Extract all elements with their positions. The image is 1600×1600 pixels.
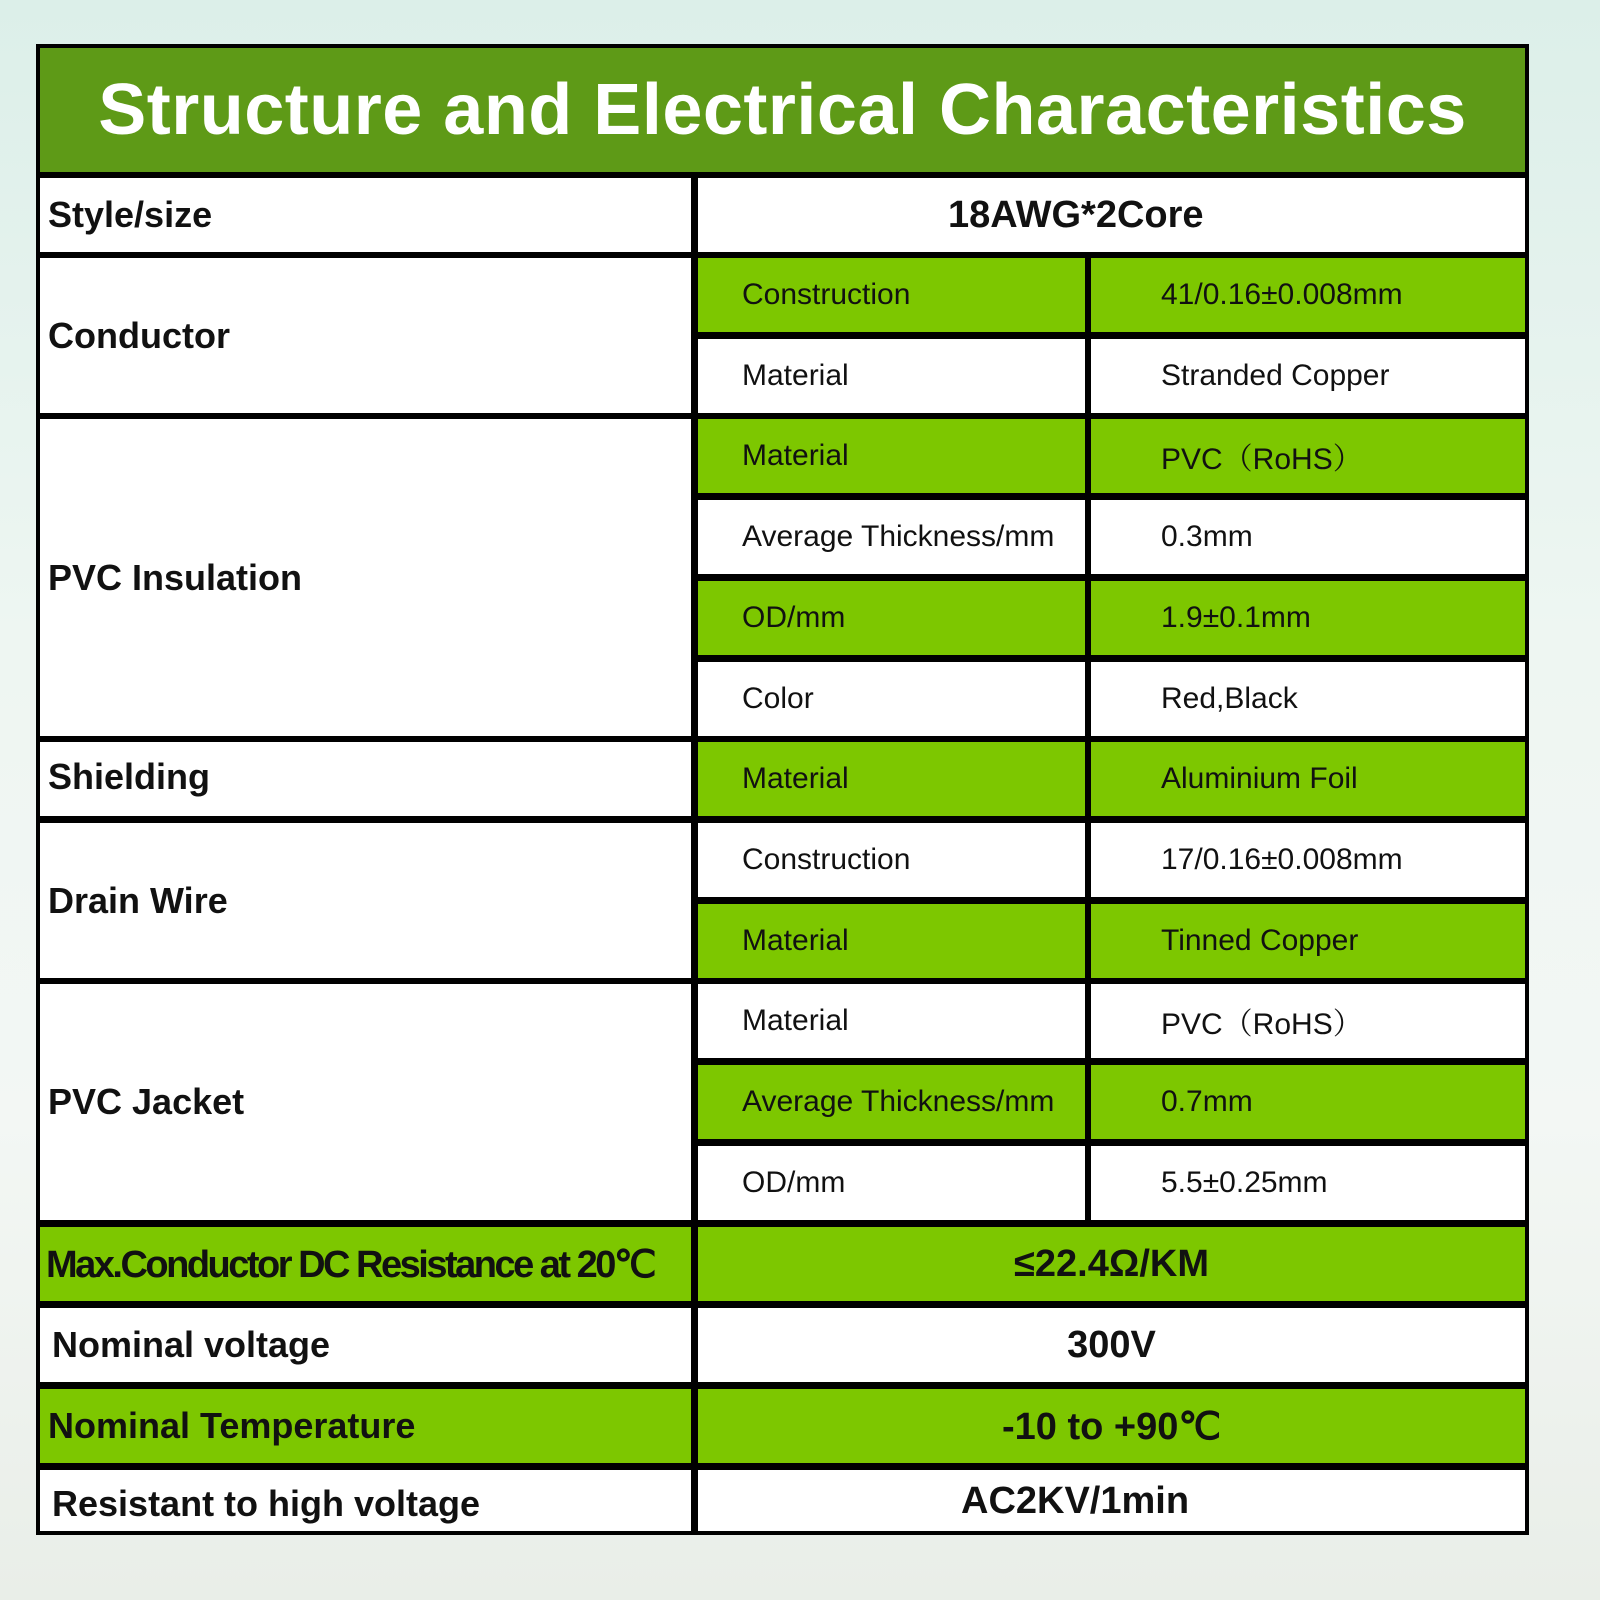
conductor-construction-value: 41/0.16±0.008mm [1091,258,1525,332]
conductor-material-value: Stranded Copper [1091,339,1525,413]
jacket-od-property: OD/mm [698,1146,1085,1220]
drain-construction-value: 17/0.16±0.008mm [1091,823,1525,897]
insulation-od-value: 1.9±0.1mm [1091,581,1525,655]
resistance-value: ≤22.4Ω/KM [698,1227,1525,1301]
spec-grid [36,44,1529,1535]
style-size-label: Style/size [40,178,691,252]
shielding-material-property: Material [698,742,1085,816]
voltage-label: Nominal voltage [40,1308,691,1382]
jacket-thickness-value: 0.7mm [1091,1065,1525,1139]
insulation-od-property: OD/mm [698,581,1085,655]
jacket-material-property: Material [698,984,1085,1058]
jacket-od-value: 5.5±0.25mm [1091,1146,1525,1220]
conductor-construction-property: Construction [698,258,1085,332]
shielding-label: Shielding [40,742,691,816]
conductor-material-property: Material [698,339,1085,413]
drain-material-value: Tinned Copper [1091,904,1525,978]
spec-table [36,44,1529,1535]
insulation-material-property: Material [698,419,1085,493]
high-voltage-label: Resistant to high voltage [40,1470,691,1531]
jacket-material-value: PVC（RoHS） [1091,984,1525,1058]
drain-construction-property: Construction [698,823,1085,897]
temperature-label: Nominal Temperature [40,1389,691,1463]
jacket-thickness-property: Average Thickness/mm [698,1065,1085,1139]
drain-wire-label: Drain Wire [40,823,691,978]
table-title: Structure and Electrical Characteristics [40,48,1525,172]
pvc-insulation-label: PVC Insulation [40,419,691,736]
shielding-material-value: Aluminium Foil [1091,742,1525,816]
insulation-color-property: Color [698,662,1085,736]
style-size-value: 18AWG*2Core [698,178,1525,252]
drain-material-property: Material [698,904,1085,978]
insulation-color-value: Red,Black [1091,662,1525,736]
voltage-value: 300V [698,1308,1525,1382]
high-voltage-value: AC2KV/1min [698,1470,1525,1531]
pvc-jacket-label: PVC Jacket [40,984,691,1220]
insulation-thickness-value: 0.3mm [1091,500,1525,574]
insulation-thickness-property: Average Thickness/mm [698,500,1085,574]
insulation-material-value: PVC（RoHS） [1091,419,1525,493]
resistance-label: Max.Conductor DC Resistance at 20℃ [40,1227,691,1301]
temperature-value: -10 to +90℃ [698,1389,1525,1463]
conductor-label: Conductor [40,258,691,413]
